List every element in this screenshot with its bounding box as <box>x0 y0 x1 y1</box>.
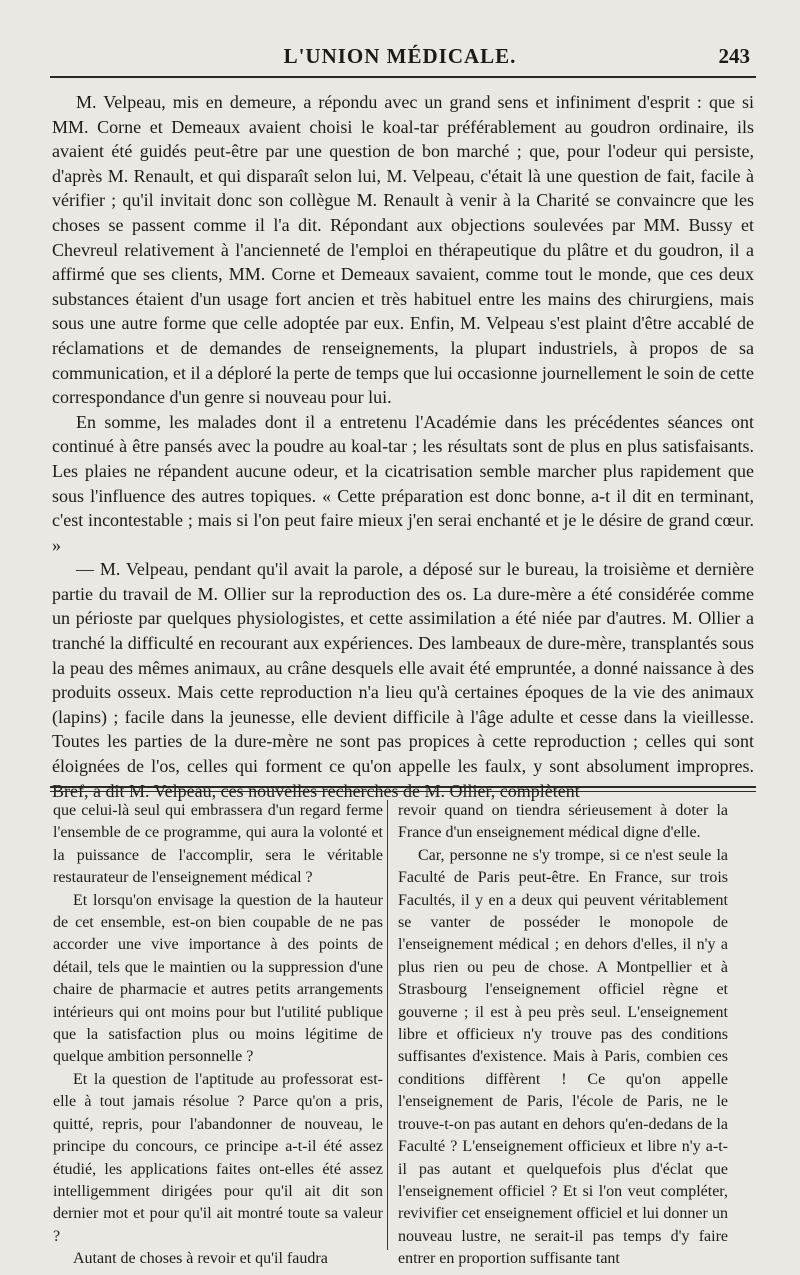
header-rule <box>50 76 756 78</box>
main-article <box>52 90 754 803</box>
section-rule-thin <box>50 791 756 792</box>
paragraph: — M. Velpeau, pendant qu'il avait la parole, a déposé sur le bureau, la troisième et dernière partie du travail de M. Ollier sur la reproduction des os. La dure-mère a été considérée comme un périoste par quelques physiologistes, et cette assimilation a été niée par d'autres. M. Ollier a tranché la difficulté en recourant aux expériences. Des lambeaux de dure-mère, transplantés sous la peau des mêmes animaux, au crâne desquels elle avait été empruntée, a donné naissance à des produits osseux. Mais cette reproduction n'a lieu qu'à certaines époques de la vie des animaux (lapins) ; facile dans la jeunesse, elle devient difficile à l'âge adulte et cesse dans la vieillesse. Toutes les parties de la dure-mère ne sont pas propices à cette reproduction ; celles qui sont éloignées de l'os, celles qui forment ce qu'on appelle les faulx, y sont absolument impropres. Bref, a dit M. Velpeau, ces nouvelles recherches de M. Ollier, complètent <box>52 559 754 801</box>
paragraph: Et lorsqu'on envisage la question de la hauteur de cet ensemble, est-on bien coupable de ne pas accorder une vive importance à des points de détail, tels que le maintien ou la suppression d'une chaire de pharmacie et autres petits arrangements intérieurs qui ont moins pour but l'utilité publique que la satisfaction plus ou moins légitime de quelque ambition personnelle ? <box>53 891 383 1066</box>
paragraph: que celui-là seul qui embrassera d'un regard ferme l'ensemble de ce programme, qui aura la volonté et la puissance de l'accomplir, sera le véritable restaurateur de l'enseignement médical ? <box>53 802 383 887</box>
feuilleton-left-column <box>53 800 383 1271</box>
paragraph: Car, personne ne s'y trompe, si ce n'est seule la Faculté de Paris peut-être. En France, sur trois Facultés, il y en a deux qui peuvent véritablement se vanter de posséder le monopole de l'enseignement médical ; en dehors d'elles, il n'y a plus rien ou peu de chose. A Montpellier et à Strasbourg l'enseignement officiel règne et gouverne ; il est à peu près seul. L'enseignement libre et officieux n'y trouve pas des conditions suffisantes d'existence. Mais à Paris, combien ces conditions diffèrent ! Ce qu'on appelle l'enseignement de Paris, l'école de Paris, ne le trouve-t-on pas autant en dehors qu'en-dedans de la Faculté ? L'enseignement officieux et libre n'y a-t-il pas autant et quelquefois plus d'éclat que l'enseignement officiel ? Et si l'on veut compléter, revivifier cet enseignement officiel et lui donner un nouveau lustre, ne serait-il pas temps d'y faire entrer en proportion suffisante tant <box>398 846 728 1268</box>
page-number: 243 <box>718 44 750 68</box>
feuilleton-right-column <box>398 800 728 1271</box>
paragraph: revoir quand on tiendra sérieusement à doter la France d'un enseignement médical digne d'elle. <box>398 802 728 842</box>
paragraph: En somme, les malades dont il a entretenu l'Académie dans les précédentes séances ont continué à être pansés avec la poudre au koal-tar ; les résultats sont de plus en plus satisfaisants. Les plaies ne répandent aucune odeur, et la cicatrisation semble marcher plus rapidement que sous l'influence des autres topiques. « Cette préparation est donc bonne, a-t il dit en terminant, c'est incontestable ; mais si l'on peut faire mieux j'en serai enchanté et je le désire de grand cœur. » <box>52 411 754 555</box>
section-rule <box>50 786 756 788</box>
journal-title: L'UNION MÉDICALE. <box>283 44 517 68</box>
paragraph: M. Velpeau, mis en demeure, a répondu avec un grand sens et infiniment d'esprit : que si MM. Corne et Demeaux avaient choisi le koal-tar préférablement au goudron ordinaire, ils avaient été guidés peut-être par une question de bon marché ; que, pour l'odeur qui persiste, d'après M. Renault, et qui disparaît selon lui, M. Velpeau, c'était là une question de fait, facile à vérifier ; qu'il invitait donc son collègue M. Renault à venir à la Charité se convaincre que les choses se passent comme il l'a dit. Répondant aux objections soulevées par MM. Bussy et Chevreul relativement à l'ancienneté de l'emploi en thérapeutique du plâtre et du goudron, il a affirmé que ses clients, MM. Corne et Demeaux savaient, comme tout le monde, que ces deux substances étaient d'un usage fort ancien et très habituel entre les mains des chirurgiens, mais sous une autre forme que celle adoptée par eux. Enfin, M. Velpeau s'est plaint d'être accablé de réclamations et de demandes de renseignements, la plupart industriels, à propos de sa communication, et il a déploré la perte de temps que lui occasionne journellement le soin de cette correspondance d'un genre si nouveau pour lui. <box>52 92 754 408</box>
paragraph: Et la question de l'aptitude au professorat est-elle à tout jamais résolue ? Parce qu'on a pris, quitté, repris, pour l'abandonner de nouveau, le principe du concours, ce principe a-t-il été assez étudié, les applications faites ont-elles été assez intelligemment dirigées pour qu'il ait dit son dernier mot et pour qu'il ait montré toute sa valeur ? <box>53 1070 383 1245</box>
column-divider <box>387 800 388 1250</box>
page-header <box>50 40 750 72</box>
paragraph: Autant de choses à revoir et qu'il faudra <box>73 1250 328 1268</box>
